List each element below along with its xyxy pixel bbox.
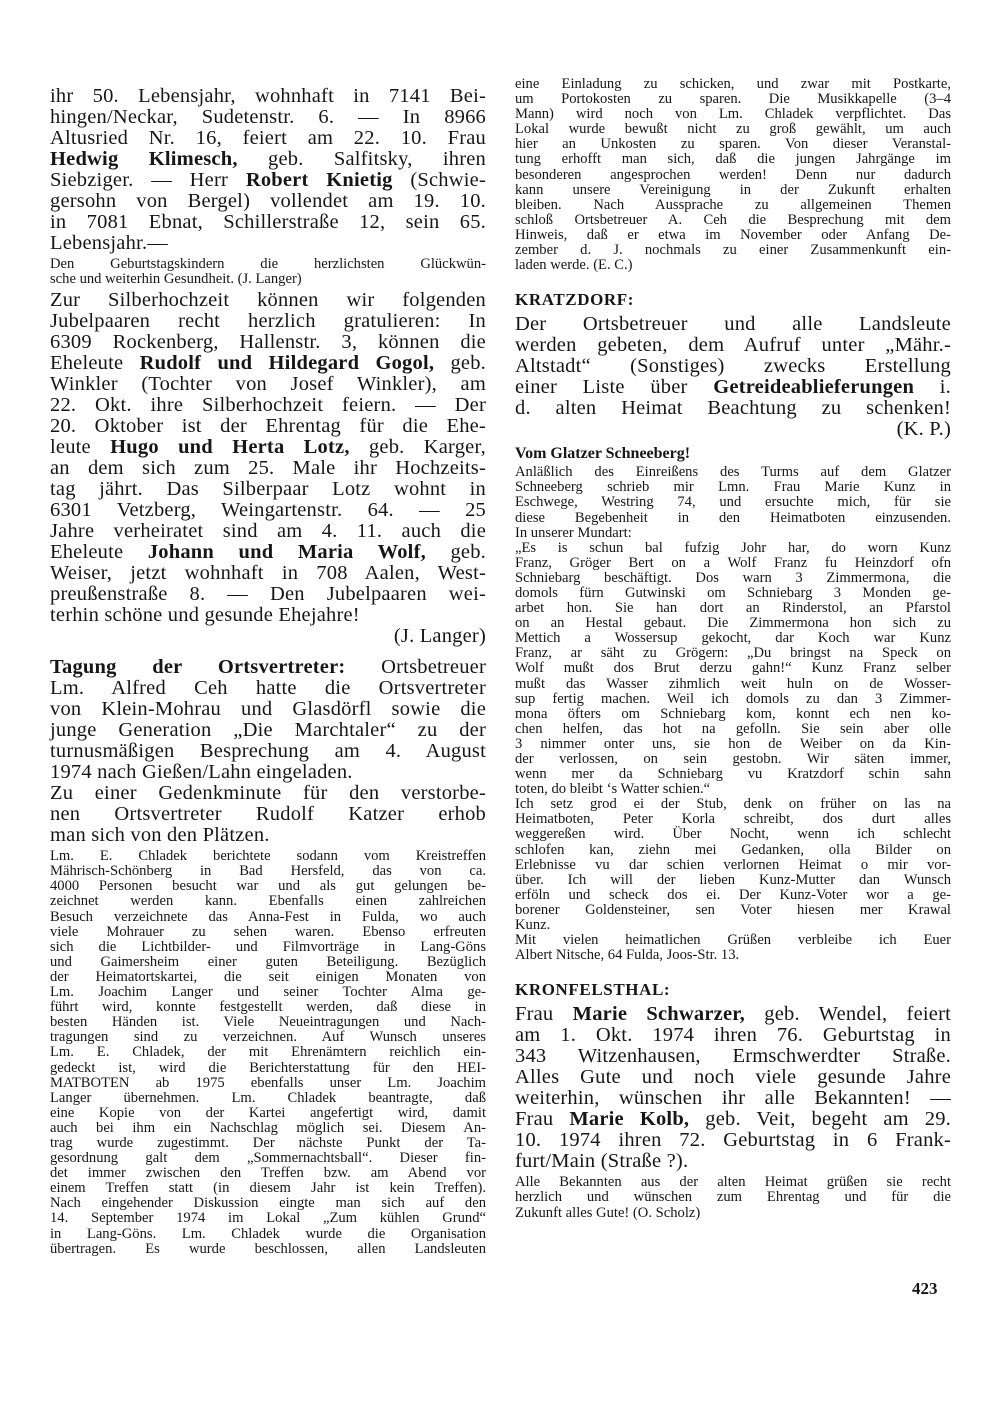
text-line: gesordnung galt dem „Sommernachtsball“. Dieser fin- bbox=[50, 1150, 486, 1167]
text-line: Eheleute Johann und Maria Wolf, geb. bbox=[50, 541, 486, 564]
text-line: kann unsere Vereinigung in der Zukunft erhalten bbox=[515, 181, 951, 198]
text-line: Den Geburtstagskindern die herzlichsten Glückwün- bbox=[50, 256, 486, 272]
text-line: sich die Lichtbilder- und Filmvorträge in Lang-Göns bbox=[50, 938, 486, 955]
text-line: tung erhofft man sich, daß die jungen Jahrgänge im bbox=[515, 151, 951, 168]
text-line: in Lang-Göns. Lm. Chladek wurde die Organisation bbox=[50, 1225, 486, 1242]
text-line: toten, do bleibt ‘s Watter schien.“ bbox=[515, 781, 711, 798]
text-line: junge Generation „Die Marchtaler“ zu der bbox=[50, 719, 486, 742]
text-line: 20. Oktober ist der Ehrentag für die Ehe- bbox=[50, 415, 486, 438]
text-line: 3 nimmer onter uns, sie hon de Weiber on da Kin- bbox=[515, 735, 951, 752]
text-line: 10. 1974 ihren 72. Geburtstag in 6 Frank- bbox=[515, 1129, 951, 1152]
text-line: Wolf mußt dos Brut derzu gahn!“ Kunz Franz selber bbox=[515, 660, 951, 677]
text-line: In unserer Mundart: bbox=[515, 524, 632, 541]
paragraph-block bbox=[515, 314, 951, 440]
paragraph-block bbox=[50, 657, 486, 846]
text-line: mußt das Wasser zihmlich weit huln on de Wosser- bbox=[515, 675, 951, 692]
text-line: Schneeberg schrieb mir Lmn. Frau Marie Kunz in bbox=[515, 479, 951, 496]
paragraph-block bbox=[515, 465, 951, 963]
bold-name: Rudolf und Hildegard Gogol, bbox=[139, 352, 435, 375]
text-line: einer Liste über Getreideablieferungen i. bbox=[515, 376, 951, 399]
text-line: bleiben. Nach Aussprache zu allgemeinen Themen bbox=[515, 196, 951, 213]
text-line: Eheleute Rudolf und Hildegard Gogol, geb. bbox=[50, 352, 486, 375]
text-line: Zur Silberhochzeit können wir folgenden bbox=[50, 289, 486, 312]
text-line: Siebziger. — Herr Robert Knietig (Schwie- bbox=[50, 169, 486, 191]
text-line: Mit vielen heimatlichen Grüßen verbleibe ich Euer bbox=[515, 932, 951, 949]
text-line: chen helfen, das hot na gefolln. Sie sein aber olle bbox=[515, 720, 951, 737]
text-line: Franz, Gröger Bert on a Wolf Franz fu Heinzdorf ofn bbox=[515, 554, 951, 571]
text-line: Mann) wird noch von Lm. Chladek verpflichtet. Das bbox=[515, 106, 951, 123]
text-line: eine Kopie von der Kartei angefertigt wird, damit bbox=[50, 1104, 486, 1121]
text-line: herzlich und wünschen zum Ehrentag und für die bbox=[515, 1189, 951, 1206]
bold-name: Marie Kolb, bbox=[569, 1108, 690, 1131]
text-line: trag wurde zugestimmt. Der nächste Punkt der Ta- bbox=[50, 1134, 486, 1151]
paragraph-block bbox=[515, 1175, 951, 1220]
text-line: Hinweis, daß er etwa im November oder Anfang De- bbox=[515, 226, 951, 243]
text-line: borener Goldensteiner, sen Voter hiesen mer Krawal bbox=[515, 901, 951, 918]
text-line: diese Begebenheit in den Heimatboten einzusenden. bbox=[515, 509, 951, 526]
text-line: schlofen kan, ziehn mei Gedanken, olla Bilder on bbox=[515, 841, 951, 858]
text-line: der Heimatortskartei, die seit einigen Monaten von bbox=[50, 968, 486, 985]
text-line: Lm. Joachim Langer und seiner Tochter Alma ge- bbox=[50, 984, 486, 1001]
text-line: 6301 Vetzberg, Weingartenstr. 64. — 25 bbox=[50, 499, 486, 522]
text-line: Der Ortsbetreuer und alle Landsleute bbox=[515, 313, 951, 336]
text-line: schloß Ortsbetreuer A. Ceh die Besprechung mit dem bbox=[515, 211, 951, 228]
text-line: Mettich a Wossersup gekocht, dar Koch war Kunz bbox=[515, 630, 951, 647]
right-column bbox=[515, 77, 951, 1221]
text-line: nen Ortsvertreter Rudolf Katzer erhob bbox=[50, 803, 486, 826]
text-line: übertragen. Es wurde beschlossen, allen Landsleuten bbox=[50, 1240, 486, 1257]
text-line: ihr 50. Lebensjahr, wohnhaft in 7141 Bei- bbox=[50, 85, 486, 107]
text-line: besten Händen ist. Viele Neueintragungen und Nach- bbox=[50, 1014, 486, 1031]
text-line: Albert Nitsche, 64 Fulda, Joos-Str. 13. bbox=[515, 947, 740, 964]
text-line: 14. September 1974 im Lokal „Zum kühlen Grund“ bbox=[50, 1210, 486, 1227]
text-line: und Gaimersheim einer guten Beteiligung. Bezüglich bbox=[50, 953, 486, 970]
text-line: 343 Witzenhausen, Ermschwerdter Straße. bbox=[515, 1045, 951, 1068]
bold-name: Tagung der Ortsvertreter: bbox=[50, 656, 346, 679]
text-line: Vom Glatzer Schneeberg! bbox=[515, 445, 691, 463]
text-line: domols fürn Gutwinski om Schniebarg 3 Monden ge- bbox=[515, 584, 951, 601]
page-number: 423 bbox=[912, 1279, 938, 1298]
text-line: an dem sich zum 25. Male ihr Hochzeits- bbox=[50, 457, 486, 480]
text-line: der verlossen, on sein gestobn. Wir säten immer, bbox=[515, 751, 951, 767]
text-line: det immer zwischen den Treffen bzw. am Abend vor bbox=[50, 1165, 486, 1182]
left-column bbox=[50, 86, 486, 1257]
text-line: Lebensjahr.— bbox=[50, 232, 168, 254]
text-line: Erlebnisse vu dar schien verlornen Heimat o mir vor- bbox=[515, 856, 951, 873]
text-line: Frau Marie Schwarzer, geb. Wendel, feiert bbox=[515, 1003, 951, 1026]
text-line: besonderen angesprochen werden! Denn nur dadurch bbox=[515, 166, 951, 183]
text-line: zember d. J. nochmals zu einer Zusammenkunft ein- bbox=[515, 242, 951, 259]
text-line: Lm. Alfred Ceh hatte die Ortsvertreter bbox=[50, 677, 486, 700]
bold-name: Getreideablieferungen bbox=[713, 376, 915, 399]
text-line: Langer übernehmen. Lm. Chladek beantragte, daß bbox=[50, 1089, 486, 1106]
bold-name: Marie Schwarzer, bbox=[572, 1003, 745, 1026]
text-line: Frau Marie Kolb, geb. Veit, begeht am 29. bbox=[515, 1108, 951, 1131]
text-line: Alle Bekannten aus der alten Heimat grüßen sie recht bbox=[515, 1174, 951, 1191]
text-line: weiterhin, wünschen ihr alle Bekannten! — bbox=[515, 1087, 951, 1110]
text-line: von Klein-Mohrau und Glasdörfl sowie die bbox=[50, 698, 486, 721]
text-line: Winkler (Tochter von Josef Winkler), am bbox=[50, 373, 486, 396]
text-line: Jahre verheiratet sind am 4. 11. auch die bbox=[50, 520, 486, 543]
text-line: (K. P.) bbox=[896, 418, 951, 441]
bold-name: Hedwig Klimesch, bbox=[50, 148, 238, 170]
paragraph-block bbox=[515, 1004, 951, 1172]
text-line: viele Mohrauer zu sehen waren. Ebenso erfreuten bbox=[50, 923, 486, 940]
text-line: turnusmäßigen Besprechung am 4. August bbox=[50, 740, 486, 763]
text-line: MATBOTEN ab 1975 ebenfalls unser Lm. Joachim bbox=[50, 1074, 486, 1091]
paragraph-block bbox=[50, 86, 486, 254]
text-line: Ich setz grod ei der Stub, denk on früher on las na bbox=[515, 796, 951, 813]
text-line: terhin schöne und gesunde Ehejahre! bbox=[50, 604, 360, 627]
text-line: Kunz. bbox=[515, 917, 551, 934]
text-line: zeichnet werden kann. Ebenfalls einen zahlreichen bbox=[50, 893, 486, 910]
text-line: man sich von den Plätzen. bbox=[50, 824, 270, 847]
text-line: Hedwig Klimesch, geb. Salfitsky, ihren bbox=[50, 148, 486, 170]
text-line: einem Treffen statt (in diesem Jahr ist kein Treffen). bbox=[50, 1180, 486, 1197]
text-line: arbet hon. Sie han dort an Rinderstol, an Pfarstol bbox=[515, 600, 951, 617]
paragraph-block bbox=[515, 77, 951, 273]
text-line: erföln und scheck dos ei. Der Kunz-Voter wor a ge- bbox=[515, 886, 951, 903]
text-line: laden werde. (E. C.) bbox=[515, 257, 633, 274]
bold-name: Robert Knietig bbox=[245, 169, 393, 191]
text-line: Jubelpaaren recht herzlich gratulieren: In bbox=[50, 310, 486, 333]
text-line: Zukunft alles Gute! (O. Scholz) bbox=[515, 1204, 701, 1221]
text-line: Altstadt“ (Sonstiges) zwecks Erstellung bbox=[515, 355, 951, 378]
text-line: wenn mer da Schniebarg vu Kratzdorf schin sahn bbox=[515, 766, 951, 783]
section-heading bbox=[515, 979, 951, 1001]
text-line: KRONFELSTHAL: bbox=[515, 980, 671, 1000]
paragraph-block bbox=[50, 849, 486, 1257]
text-line: 4000 Personen besucht war und als gut gelungen be- bbox=[50, 878, 486, 895]
text-line: Lokal wurde bewußt nicht zu groß gewählt, um auch bbox=[515, 121, 951, 138]
text-line: über. Ich will der lieben Kunz-Mutter dan Wunsch bbox=[515, 871, 951, 888]
text-line: furt/Main (Straße ?). bbox=[515, 1150, 689, 1173]
text-line: leute Hugo und Herta Lotz, geb. Karger, bbox=[50, 436, 486, 459]
text-line: Anläßlich des Einreißens des Turms auf dem Glatzer bbox=[515, 464, 951, 481]
text-line: Weiser, jetzt wohnhaft in 708 Aalen, West- bbox=[50, 562, 486, 585]
text-line: Tagung der Ortsvertreter: Ortsbetreuer bbox=[50, 656, 486, 679]
text-line: Mährisch-Schönberg in Bad Hersfeld, das von ca. bbox=[50, 863, 486, 880]
text-line: Heimatboten, Peter Korla schreibt, dos durt alles bbox=[515, 811, 951, 828]
text-line: Alles Gute und noch viele gesunde Jahre bbox=[515, 1066, 951, 1089]
text-line: Zu einer Gedenkminute für den verstorbe- bbox=[50, 782, 486, 805]
text-line: 22. Okt. ihre Silberhochzeit feiern. — Der bbox=[50, 394, 486, 417]
text-line: Nach eingehender Diskussion eingte man sich auf den bbox=[50, 1195, 486, 1212]
text-line: am 1. Okt. 1974 ihren 76. Geburtstag in bbox=[515, 1024, 951, 1047]
text-line: tag jährt. Das Silberpaar Lotz wohnt in bbox=[50, 478, 486, 501]
text-line: sup fertig machen. Weil ich domols zu dan 3 Zimmer- bbox=[515, 690, 951, 707]
section-heading bbox=[515, 289, 951, 311]
text-line: Besuch verzeichnete das Anna-Fest in Fulda, wo auch bbox=[50, 908, 486, 925]
text-line: preußenstraße 8. — Den Jubelpaaren wei- bbox=[50, 583, 486, 606]
text-line: weggereßen wird. Über Nocht, wenn ich schlecht bbox=[515, 826, 951, 843]
text-line: (J. Langer) bbox=[393, 625, 486, 648]
text-line: führt wird, konnte festgestellt werden, daß diese in bbox=[50, 999, 486, 1016]
text-line: mona öfters om Schniebarg kom, konnt ech nen ko- bbox=[515, 705, 951, 722]
text-line: gersohn von Bergel) vollendet am 19. 10. bbox=[50, 190, 486, 212]
text-line: 1974 nach Gießen/Lahn eingeladen. bbox=[50, 761, 353, 784]
text-line: KRATZDORF: bbox=[515, 290, 635, 310]
text-line: sche und weiterhin Gesundheit. (J. Langer) bbox=[50, 271, 302, 288]
text-line: Franz, ar säht zu Grögern: „Du bringst na Speck on bbox=[515, 645, 951, 662]
bold-name: Hugo und Herta Lotz, bbox=[110, 436, 350, 459]
text-line: hier an Unkosten zu sparen. Von dieser Veranstal- bbox=[515, 136, 951, 153]
text-line: in 7081 Ebnat, Schillerstraße 12, sein 65. bbox=[50, 211, 486, 233]
text-line: 6309 Rockenberg, Hallenstr. 3, können die bbox=[50, 331, 486, 354]
text-line: tragungen sind zu verzeichnen. Auf Wunsch unseres bbox=[50, 1029, 486, 1046]
text-line: eine Einladung zu schicken, und zwar mit Postkarte, bbox=[515, 76, 951, 92]
text-line: werden gebeten, dem Aufruf unter „Mähr.- bbox=[515, 334, 951, 357]
text-line: d. alten Heimat Beachtung zu schenken! bbox=[515, 397, 951, 420]
text-line: um Portokosten zu sparen. Die Musikkapelle (3–4 bbox=[515, 91, 951, 108]
text-line: hingen/Neckar, Sudetenstr. 6. — In 8966 bbox=[50, 106, 486, 128]
text-line: auch bei ihm ein Nachschlag möglich sei. Diesem An- bbox=[50, 1119, 486, 1136]
text-line: Schniebarg beschäftigt. Dos warn 3 Zimmermona, die bbox=[515, 569, 951, 586]
paragraph-block bbox=[50, 257, 486, 287]
section-heading bbox=[515, 443, 951, 465]
text-line: „Es is schun bal fufzig Johr har, do worn Kunz bbox=[515, 539, 951, 556]
text-line: on an Hestal gebaut. Die Zimmermona hon sich zu bbox=[515, 615, 951, 632]
text-line: gedeckt ist, wird die Berichterstattung für den HEI- bbox=[50, 1059, 486, 1076]
text-line: Eschwege, Westring 74, und ersuchte mich, für sie bbox=[515, 494, 951, 511]
bold-name: Johann und Maria Wolf, bbox=[147, 541, 426, 564]
text-line: Lm. E. Chladek, der mit Ehrenämtern reichlich ein- bbox=[50, 1044, 486, 1061]
text-line: Lm. E. Chladek berichtete sodann vom Kreistreffen bbox=[50, 848, 486, 865]
text-line: Altusried Nr. 16, feiert am 22. 10. Frau bbox=[50, 127, 486, 149]
paragraph-block bbox=[50, 290, 486, 647]
